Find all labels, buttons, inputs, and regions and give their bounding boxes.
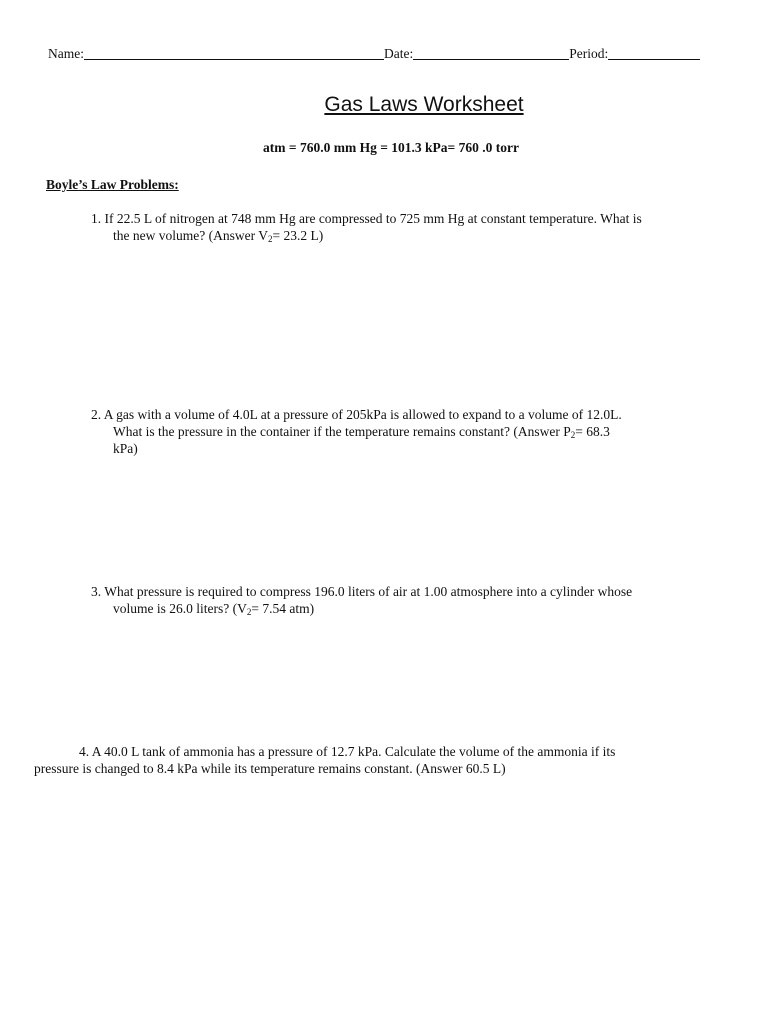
student-info-header [48, 45, 718, 62]
date-blank [413, 45, 569, 60]
problem-4 [34, 743, 615, 777]
problem-4-line-2: pressure is changed to 8.4 kPa while its temperature remains constant. (Answer 60.5 L) [34, 761, 506, 776]
section-heading: Boyle’s Law Problems: [46, 177, 179, 192]
problem-3 [91, 583, 632, 617]
name-blank [84, 45, 384, 60]
problem-2-line-2: What is the pressure in the container if the temperature remains constant? (Answer $P_2= 68.3$ [113, 424, 610, 440]
worksheet-title: Gas Laws Worksheet [324, 93, 524, 116]
problem-2-line-3: kPa) [113, 441, 138, 456]
date-label: Date: [384, 46, 414, 61]
problem-1-line-1: 1. If 22.5 L of nitrogen at 748 mm Hg are compressed to 725 mm Hg at constant temperature. What is [91, 211, 642, 226]
problem-2 [91, 406, 622, 457]
unit-conversion: atm = 760.0 mm Hg = 101.3 kPa= 760 .0 torr [263, 140, 519, 155]
name-label: Name: [48, 46, 84, 61]
problem-2-line-1: 2. A gas with a volume of 4.0L at a pressure of 205kPa is allowed to expand to a volume of 12.0L. [91, 407, 622, 422]
problem-3-line-2: volume is 26.0 liters? ($V_2= 7.54$ atm) [113, 601, 315, 617]
period-label: Period: [569, 46, 609, 61]
problem-4-line-1: 4. A 40.0 L tank of ammonia has a pressure of 12.7 kPa. Calculate the volume of the ammonia if its [79, 744, 616, 759]
problem-1-line-2: the new volume? (Answer $V_2= 23.2$ L) [113, 228, 324, 244]
problem-1 [91, 210, 642, 244]
problem-3-line-1: 3. What pressure is required to compress 196.0 liters of air at 1.00 atmosphere into a cylinder whose [91, 584, 633, 599]
period-blank [608, 45, 700, 60]
